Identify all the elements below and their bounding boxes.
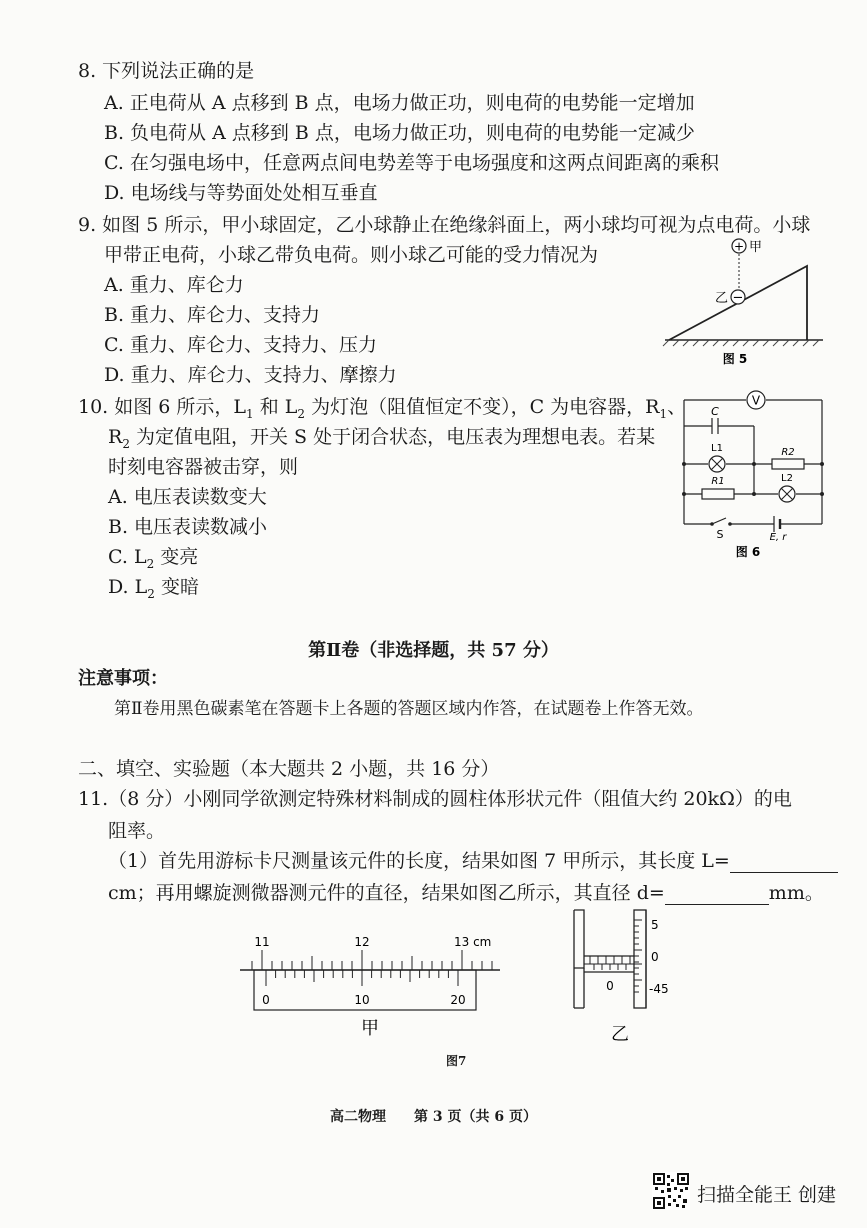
q8-stem: 8. 下列说法正确的是 — [78, 60, 255, 82]
micrometer-sleeve-zero: 0 — [606, 979, 614, 993]
qr-code-icon — [652, 1172, 690, 1210]
plus-sign: + — [733, 239, 745, 254]
figure-6-caption: 图 6 — [735, 545, 761, 559]
q9-option-a: A. 重力、库仑力 — [104, 274, 244, 296]
q10-option-d: D. $L_2$ 变暗 — [108, 576, 199, 601]
voltmeter-icon — [747, 391, 765, 409]
q9-option-c: C. 重力、库仑力、支持力、压力 — [104, 334, 377, 356]
svg-text:V: V — [751, 393, 761, 408]
part2-title: 第Ⅱ卷（非选择题，共 57 分） — [308, 640, 559, 661]
caliper-main-label: 11 — [254, 935, 270, 949]
q8-option-b: B. 负电荷从 A 点移到 B 点，电场力做正功，则电荷的电势能一定减少 — [104, 122, 695, 144]
lamp-l2-icon — [779, 486, 795, 502]
q10-option-b: B. 电压表读数减小 — [108, 516, 268, 538]
q9-stem-line2: 甲带正电荷，小球乙带负电荷。则小球乙可能的受力情况为 — [104, 244, 599, 266]
answer-blank-diameter[interactable] — [665, 886, 769, 905]
micrometer-tick-45: -45 — [649, 982, 669, 996]
caliper-label: 甲 — [361, 1018, 379, 1038]
q9-stem-line1: 9. 如图 5 所示，甲小球固定，乙小球静止在绝缘斜面上，两小球均可视为点电荷。小球 — [78, 214, 811, 236]
micrometer-tick-5: 5 — [651, 918, 659, 932]
caliper-vernier-label: 10 — [354, 993, 370, 1007]
q9-option-b: B. 重力、库仑力、支持力 — [104, 304, 321, 326]
q11-stem-line1: 11.（8 分）小刚同学欲测定特殊材料制成的圆柱体形状元件（阻值大约 20kΩ）的电 — [78, 788, 792, 810]
minus-sign: − — [732, 290, 744, 306]
figure-7-caption: 图7 — [446, 1054, 467, 1068]
capacitor-label: C — [711, 405, 719, 418]
lamp-l1-icon — [709, 456, 725, 472]
answer-blank-length[interactable] — [730, 854, 838, 873]
q10-stem-line2: $R_2$ 为定值电阻，开关 S 处于闭合状态，电压表为理想电表。若某 — [108, 426, 656, 451]
source-label: E, r — [769, 532, 787, 543]
figure-5-incline — [655, 232, 825, 372]
micrometer-label: 乙 — [611, 1024, 629, 1045]
q8-option-c: C. 在匀强电场中，任意两点间电势差等于电场强度和这两点间距离的乘积 — [104, 152, 719, 174]
caliper-vernier-label: 20 — [450, 993, 466, 1007]
micrometer-tick-0: 0 — [651, 950, 659, 964]
q10-stem-line3: 时刻电容器被击穿，则 — [108, 456, 299, 478]
figure-6-circuit — [676, 388, 828, 564]
q11-stem-line2: 阻率。 — [108, 820, 166, 842]
caliper-main-label: 12 — [354, 935, 370, 949]
watermark-text: 扫描全能王 创建 — [697, 1184, 837, 1206]
page-footer: 高二物理 第 3 页（共 6 页） — [330, 1109, 537, 1125]
notice-title: 注意事项： — [78, 668, 168, 689]
switch-label: S — [716, 528, 724, 541]
r1-label: R1 — [711, 476, 725, 487]
ball-yi — [715, 290, 745, 306]
figure-5-caption: 图 5 — [722, 352, 748, 366]
ball-jia-label: 甲 — [749, 240, 763, 255]
notice-body: 第Ⅱ卷用黑色碳素笔在答题卡上各题的答题区域内作答，在试题卷上作答无效。 — [114, 699, 704, 719]
q10-stem-line1: 10. 如图 6 所示，$L_1$ 和 $L_2$ 为灯泡（阻值恒定不变），C 为电容器，$R_1$、 — [78, 396, 687, 421]
caliper-vernier-label: 0 — [262, 993, 270, 1007]
section2-title: 二、填空、实验题（本大题共 2 小题，共 16 分） — [78, 758, 500, 780]
lamp-l1-label: L1 — [711, 443, 723, 454]
q11-sub1-line1: （1）首先用游标卡尺测量该元件的长度，结果如图 7 甲所示，其长度 L= — [108, 846, 838, 873]
r2-label: R2 — [781, 447, 795, 458]
q8-option-d: D. 电场线与等势面处处相互垂直 — [104, 182, 378, 204]
caliper-main-label: 13 cm — [454, 935, 492, 949]
q10-option-c: C. $L_2$ 变亮 — [108, 546, 199, 571]
q10-option-a: A. 电压表读数变大 — [108, 486, 267, 508]
q9-option-d: D. 重力、库仑力、支持力、摩擦力 — [104, 364, 397, 386]
q11-sub1-line2: cm；再用螺旋测微器测元件的直径，结果如图乙所示，其直径 d= mm。 — [108, 882, 824, 904]
lamp-l2-label: L2 — [781, 473, 793, 484]
figure-7-vernier-caliper — [232, 932, 508, 1038]
figure-7-micrometer — [564, 908, 674, 1048]
ball-yi-label: 乙 — [715, 291, 729, 306]
q8-option-a: A. 正电荷从 A 点移到 B 点，电场力做正功，则电荷的电势能一定增加 — [104, 92, 695, 114]
ball-jia — [732, 239, 762, 255]
